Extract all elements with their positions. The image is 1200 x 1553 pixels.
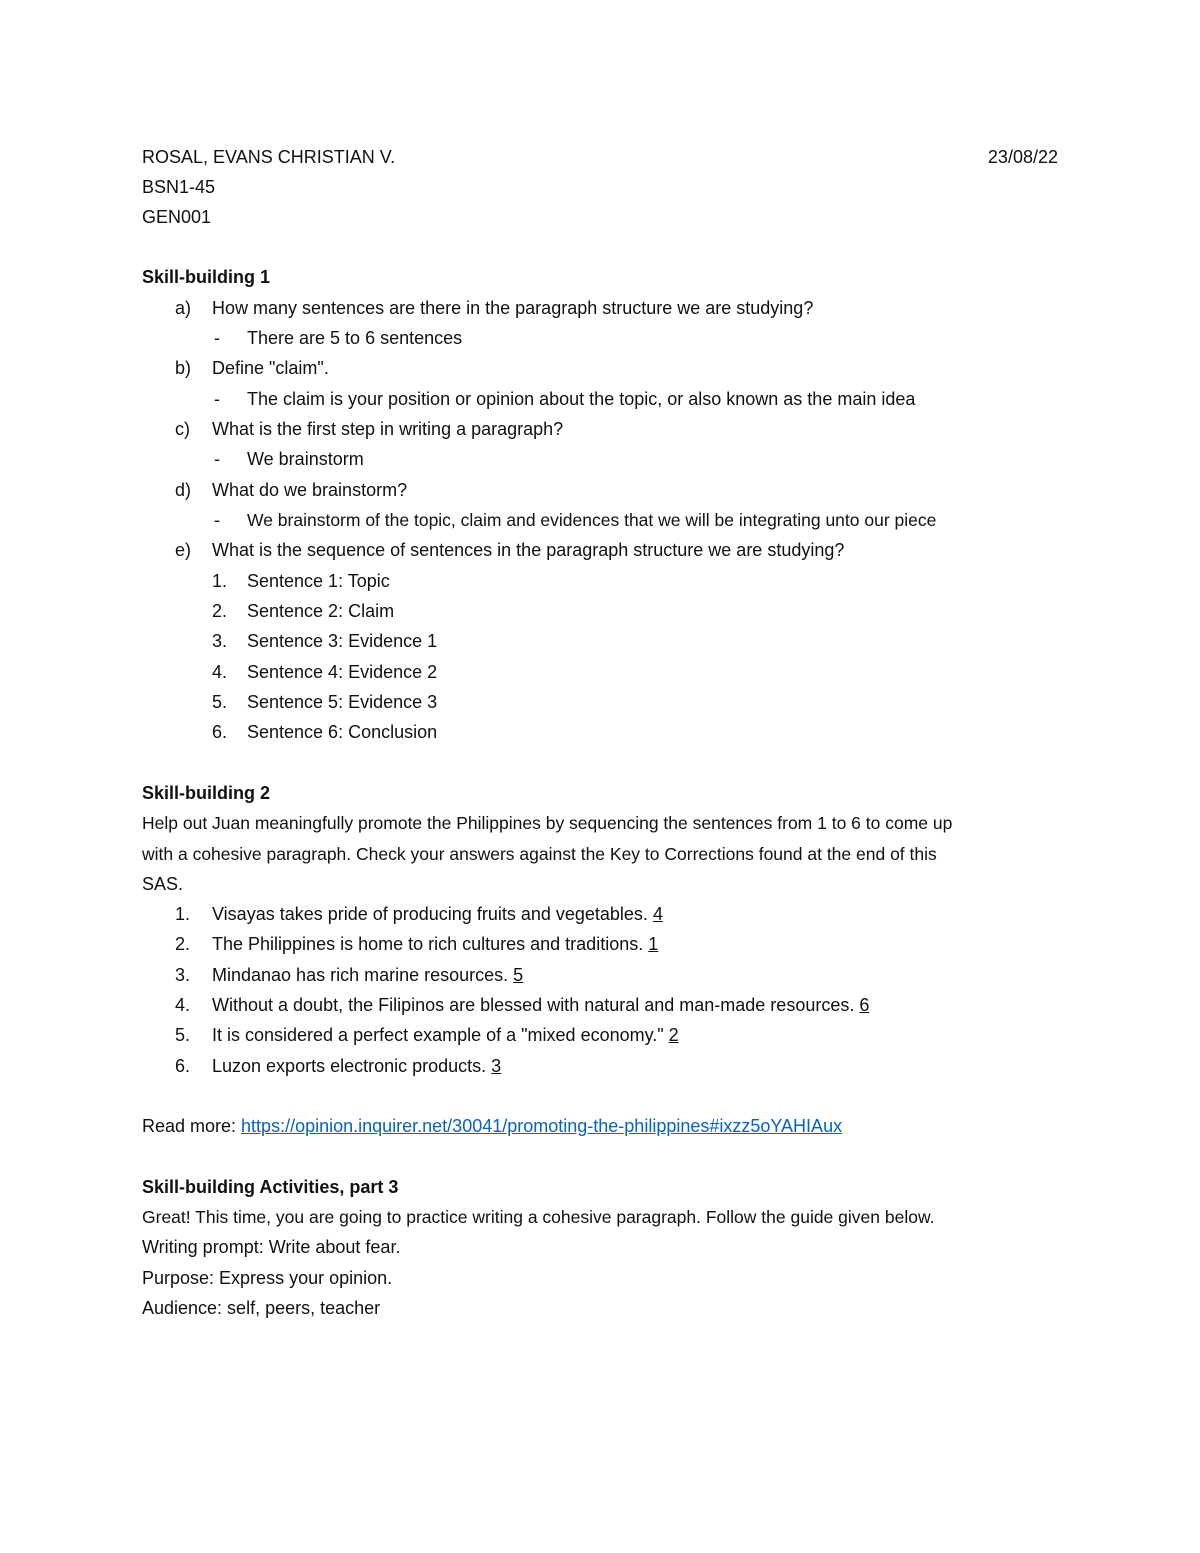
list-item-text: Sentence 3: Evidence 1 [247,631,438,651]
question-text: How many sentences are there in the paragraph structure we are studying? [212,298,814,318]
question-text: What do we brainstorm? [212,480,408,500]
answer-marker: - [214,389,220,409]
read-more-line [142,1111,842,1141]
skill-building-2-heading: Skill-building 2 [142,783,271,803]
answer-text: We brainstorm [247,449,364,469]
sentence-text: The Philippines is home to rich cultures and traditions. [212,934,649,954]
answer-marker: - [214,510,220,530]
list-item-number: 3. [212,631,228,651]
list-item-text: Sentence 2: Claim [247,601,395,621]
question-marker: d) [175,480,192,500]
question-marker: c) [175,419,190,439]
question-text: Define "claim". [212,358,329,378]
instructions-line: Help out Juan meaningfully promote the Philippines by sequencing the sentences from 1 to 6 to come up [142,813,953,833]
question-text: What is the first step in writing a paragraph? [212,419,564,439]
list-item-text: Sentence 4: Evidence 2 [247,662,438,682]
question-text: What is the sequence of sentences in the paragraph structure we are studying? [212,540,845,560]
sequence-answer: 3 [491,1056,502,1076]
writing-prompt: Writing prompt: Write about fear. [142,1237,401,1257]
sequence-answer: 6 [859,995,870,1015]
section-code: BSN1-45 [142,177,216,197]
sequence-answer: 5 [513,965,524,985]
list-item-text: Sentence 6: Conclusion [247,722,438,742]
skill-building-1-heading: Skill-building 1 [142,267,271,287]
answer-text: We brainstorm of the topic, claim and evidences that we will be integrating unto our piece [247,510,937,530]
question-marker: b) [175,358,192,378]
list-item-number: 2. [175,934,191,954]
question-marker: e) [175,540,192,560]
course-code: GEN001 [142,207,212,227]
list-item-number: 5. [175,1025,191,1045]
list-item-number: 4. [175,995,191,1015]
list-item-number: 2. [212,601,228,621]
submission-date: 23/08/22 [987,147,1058,167]
list-item-number: 1. [175,904,191,924]
instructions-line: with a cohesive paragraph. Check your answers against the Key to Corrections found at the end of this [142,844,937,864]
list-item-number: 5. [212,692,228,712]
skill-building-3-heading: Skill-building Activities, part 3 [142,1177,399,1197]
source-link[interactable]: https://opinion.inquirer.net/30041/promoting-the-philippines#ixzz5oYAHIAux [241,1116,843,1136]
student-name: ROSAL, EVANS CHRISTIAN V. [142,147,396,167]
list-item-number: 3. [175,965,191,985]
sequence-answer: 2 [668,1025,679,1045]
sequence-answer: 4 [652,904,663,924]
list-item-number: 6. [175,1056,191,1076]
sequence-answer: 1 [648,934,659,954]
answer-text: There are 5 to 6 sentences [247,328,463,348]
answer-marker: - [214,328,220,348]
list-item-number: 4. [212,662,228,682]
purpose: Purpose: Express your opinion. [142,1268,393,1288]
sentence-text: It is considered a perfect example of a "mixed economy." [212,1025,669,1045]
list-item-text: Sentence 1: Topic [247,571,390,591]
list-item-text: Sentence 5: Evidence 3 [247,692,438,712]
sentence-text: Mindanao has rich marine resources. [212,965,514,985]
answer-text: The claim is your position or opinion about the topic, or also known as the main idea [247,389,916,409]
question-marker: a) [175,298,192,318]
read-more-label: Read more: [142,1116,242,1136]
sentence-text: Without a doubt, the Filipinos are blessed with natural and man-made resources. [212,995,860,1015]
list-item-number: 1. [212,571,228,591]
instructions-line: SAS. [142,874,184,894]
sentence-text: Luzon exports electronic products. [212,1056,492,1076]
list-item-number: 6. [212,722,228,742]
answer-marker: - [214,449,220,469]
audience: Audience: self, peers, teacher [142,1298,381,1318]
sentence-text: Visayas takes pride of producing fruits and vegetables. [212,904,653,924]
activity-instructions: Great! This time, you are going to practice writing a cohesive paragraph. Follow the guide given below. [142,1207,935,1227]
